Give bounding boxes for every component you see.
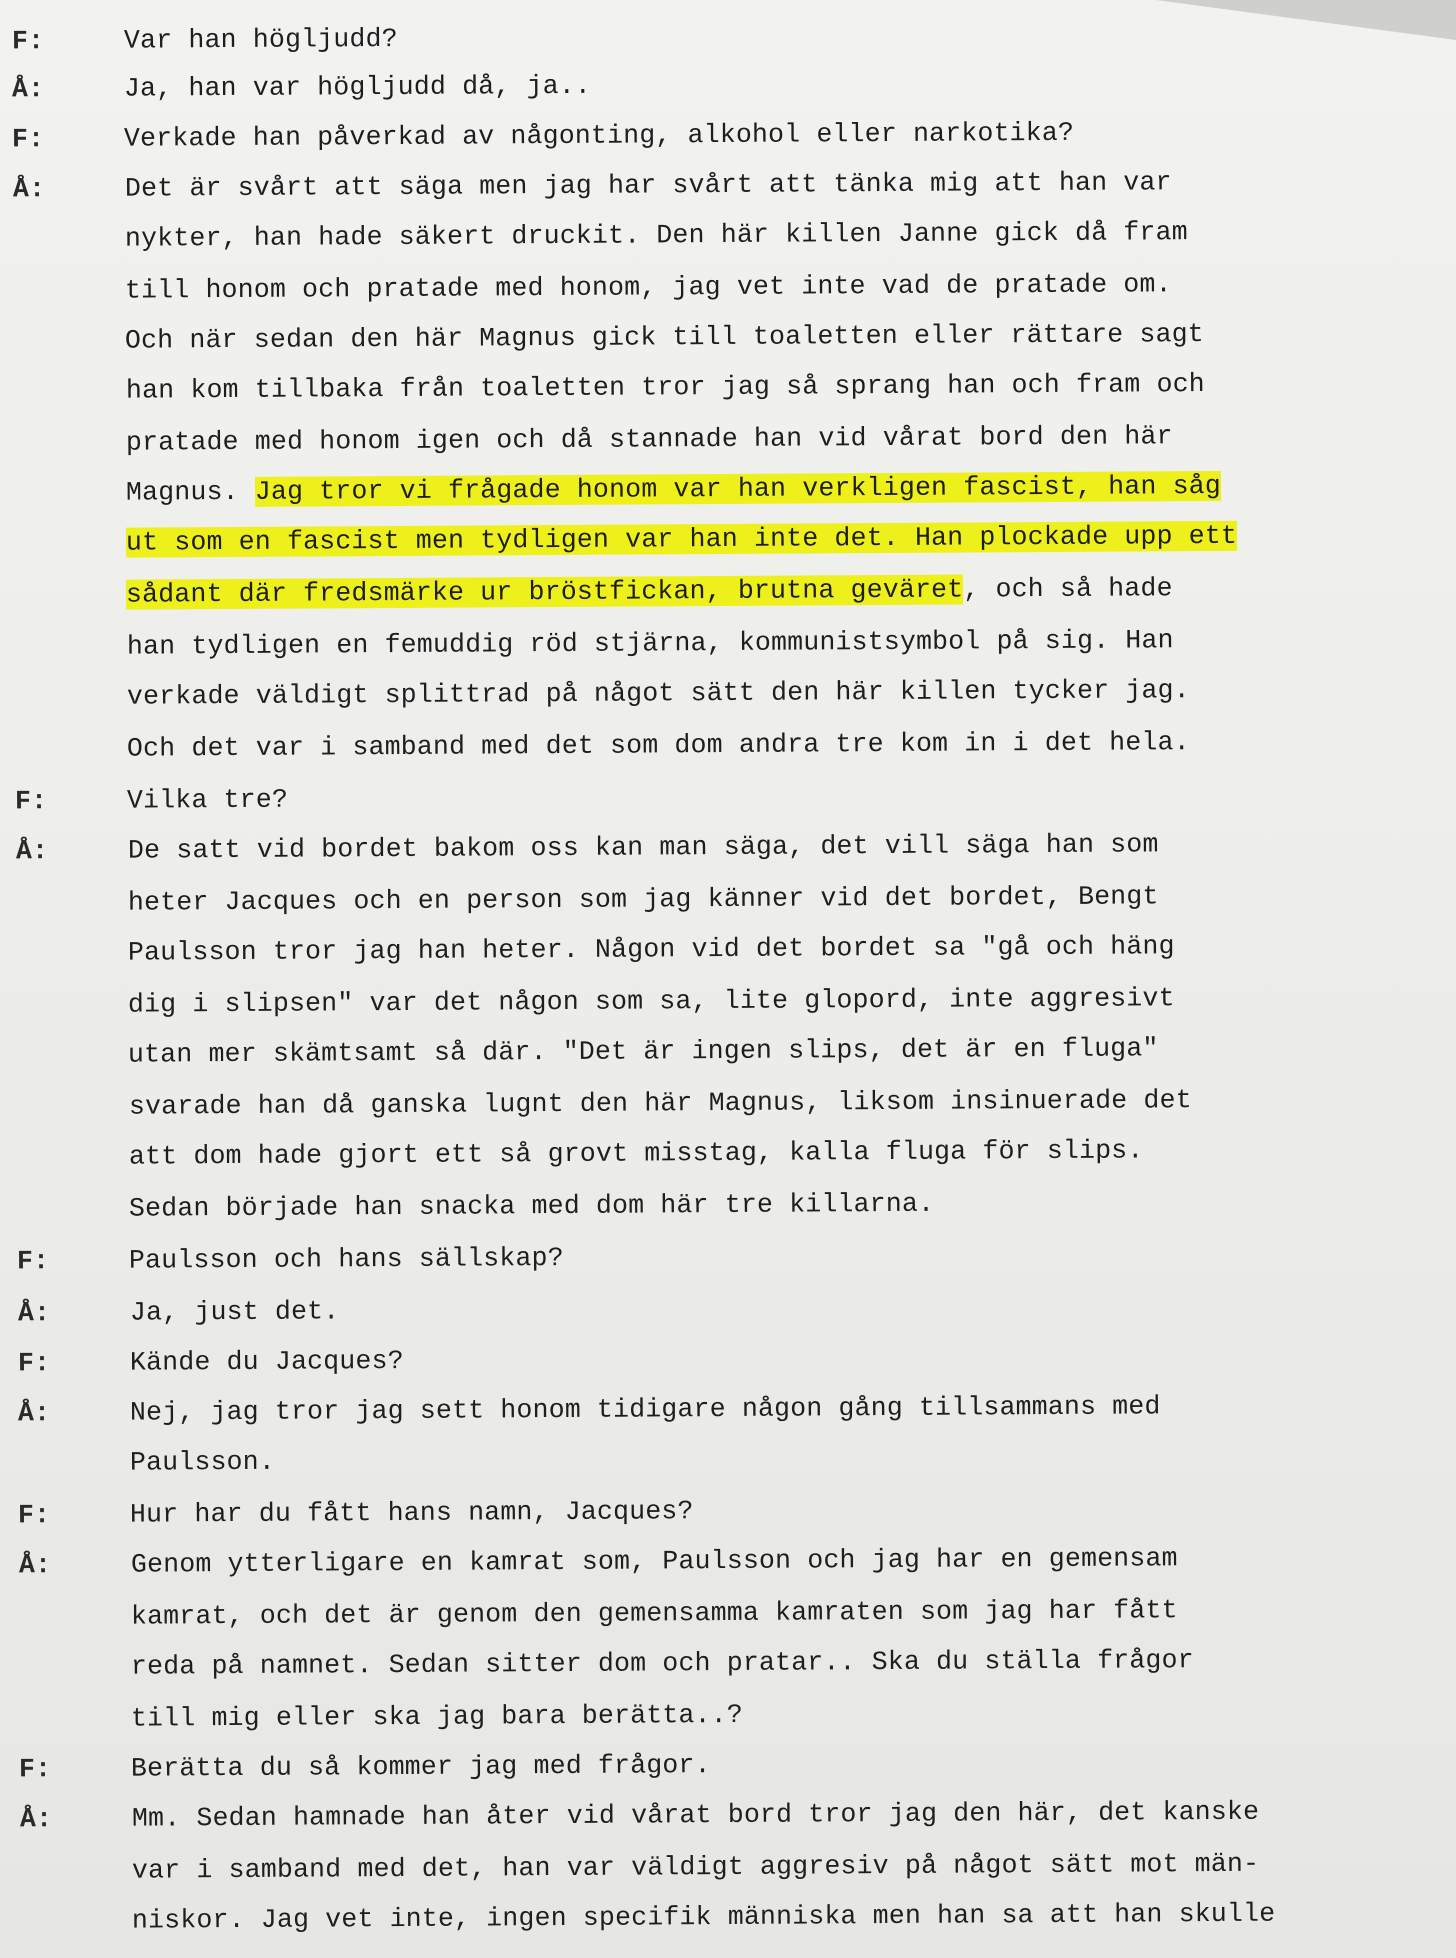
line-text [128, 973, 1175, 1029]
line-text [126, 411, 1173, 467]
line-text-plain: utan mer skämtsamt så där. "Det är ingen slips, det är en fluga" [128, 1033, 1160, 1070]
line-text [131, 1740, 711, 1794]
line-text [128, 1075, 1191, 1131]
line-text [130, 1336, 404, 1388]
transcript-line [6, 1380, 1446, 1439]
speaker-label: F: [12, 124, 45, 155]
transcript-line [5, 1280, 1445, 1339]
line-text [126, 615, 1173, 671]
line-text-plain: Paulsson och hans sällskap? [129, 1242, 565, 1276]
line-text-plain: Det är svårt att säga men jag har svårt att tänka mig att han var [124, 167, 1172, 204]
line-text-plain: nykter, han hade säkert druckit. Den här killen Janne gick då fram [124, 217, 1188, 254]
line-text-after: , och så hade [963, 573, 1174, 605]
line-text-plain: Genom ytterligare en kamrat som, Paulsson och jag har en gemensam [130, 1543, 1178, 1580]
transcript-line [1, 258, 1441, 317]
line-text-plain: dig i slipsen" var det någon som sa, lite glopord, inte aggresivt [128, 983, 1175, 1020]
speaker-label: Å: [12, 174, 45, 205]
line-text [125, 359, 1204, 416]
line-text [128, 871, 1159, 927]
transcript-line [1, 156, 1441, 215]
transcript-line [4, 870, 1444, 929]
line-text-plain: Verkade han påverkad av någonting, alkohol eller narkotika? [124, 117, 1075, 154]
highlighted-text: Jag tror vi frågade honom var han verkligen fascist, han såg [254, 470, 1222, 507]
line-text-plain: till honom och pratade med honom, jag vet inte vad de pratade om. [125, 269, 1172, 306]
line-text [128, 921, 1175, 977]
transcript-line [5, 1124, 1445, 1183]
line-text [131, 1585, 1178, 1641]
line-text [129, 1179, 934, 1234]
line-text-plain: var i samband med det, han var väldigt aggresiv på något sätt mot män- [131, 1848, 1260, 1886]
line-text-plain: niskor. Jag vet inte, ingen specifik människa men han sa att han skulle [132, 1898, 1276, 1936]
transcript-line [4, 972, 1444, 1031]
speaker-label: Å: [19, 1804, 53, 1835]
line-text [125, 207, 1188, 263]
line-text-plain: Mm. Sedan hamnade han åter vid vårat bord tror jag den här, det kanske [131, 1796, 1259, 1834]
line-text [132, 1787, 1259, 1844]
transcript-line [2, 614, 1442, 673]
line-text [126, 461, 1221, 518]
line-text [126, 511, 1237, 568]
line-text-plain: Var han högljudd? [123, 23, 398, 56]
line-text [129, 1233, 564, 1286]
line-text [127, 665, 1190, 721]
transcript-line [1, 206, 1441, 265]
line-text [132, 1889, 1276, 1946]
line-text [129, 1125, 1144, 1181]
line-text [127, 775, 288, 826]
line-text-plain: Berätta du så kommer jag med frågor. [131, 1750, 712, 1784]
transcript-line [6, 1330, 1446, 1389]
line-text-plain: pratade med honom igen och då stannade han vid vårat bord den här [125, 421, 1173, 458]
transcript-line [7, 1736, 1447, 1795]
transcript-line [8, 1786, 1448, 1845]
line-text-plain: Paulsson. [130, 1446, 276, 1478]
line-text-plain: han kom tillbaka från toaletten tror jag så sprang han och fram och [125, 369, 1205, 406]
line-text [124, 14, 398, 66]
line-text-plain: Och det var i samband med det som dom andra tre kom in i det hela. [126, 727, 1190, 764]
transcript-line [0, 106, 1440, 165]
transcript-line [8, 1838, 1448, 1897]
speaker-label: Å: [17, 1298, 50, 1329]
transcript-line [3, 818, 1443, 877]
transcript-line [5, 1176, 1445, 1235]
speaker-label: Å: [17, 1398, 51, 1429]
line-text [125, 309, 1204, 366]
speaker-label: Å: [15, 836, 48, 867]
transcript-line [5, 1228, 1445, 1287]
line-text-plain: kamrat, och det är genom den gemensamma kamraten som jag har fått [130, 1595, 1178, 1632]
speaker-label: F: [17, 1246, 50, 1277]
line-text-plain: Sedan började han snacka med dom här tre killarna. [128, 1188, 935, 1224]
transcript-line [2, 510, 1442, 569]
highlighted-text: sådant där fredsmärke ur bröstfickan, brutna geväret [126, 574, 964, 610]
line-text-plain: Ja, han var högljudd då, ja.. [124, 70, 592, 104]
line-text-plain: Paulsson tror jag han heter. Någon vid det bordet sa "gå och häng [127, 931, 1175, 968]
line-text [129, 1286, 339, 1337]
line-text [130, 1533, 1177, 1589]
line-text-plain: De satt vid bordet bakom oss kan man säga, det vill säga han som [127, 829, 1159, 866]
line-text-plain: verkade väldigt splittrad på något sätt den här killen tycker jag. [126, 675, 1190, 712]
transcript-line [4, 1074, 1444, 1133]
speaker-label: F: [11, 26, 45, 57]
line-text [130, 1486, 694, 1539]
line-text [132, 1839, 1259, 1896]
speaker-label: Å: [12, 74, 45, 105]
transcript-line [8, 1888, 1448, 1947]
transcript-line [6, 1430, 1446, 1489]
highlighted-text: ut som en fascist men tydligen var han inte det. Han plockade upp ett [126, 520, 1238, 558]
line-text [126, 563, 1173, 619]
transcript-line [1, 308, 1441, 367]
line-text [124, 61, 591, 114]
transcript-line [3, 664, 1443, 723]
line-text [127, 717, 1190, 773]
line-text [127, 819, 1158, 875]
line-text [124, 108, 1074, 164]
transcript-line [1, 358, 1441, 417]
line-text-plain: Och när sedan den här Magnus gick till toaletten eller rättare sagt [125, 319, 1205, 356]
transcript-line [2, 562, 1442, 621]
line-text-plain: Nej, jag tror jag sett honom tidigare någon gång tillsammans med [129, 1391, 1161, 1428]
transcript-line [3, 716, 1443, 775]
line-text [125, 157, 1172, 213]
transcript-line [7, 1634, 1447, 1693]
line-text-plain: att dom hade gjort ett så grovt misstag, kalla fluga för slips. [128, 1135, 1144, 1172]
speaker-label: F: [18, 1500, 51, 1531]
line-text-plain: Ja, just det. [129, 1296, 339, 1328]
line-text-plain: heter Jacques och en person som jag känner vid det bordet, Bengt [127, 881, 1159, 918]
line-text [130, 1437, 275, 1488]
line-text [125, 259, 1172, 315]
line-text-plain: reda på namnet. Sedan sitter dom och pratar.. Ska du ställa frågor [130, 1645, 1194, 1682]
speaker-label: F: [19, 1754, 52, 1785]
speaker-label: F: [15, 786, 48, 817]
line-text-plain: Magnus. [125, 476, 255, 508]
transcript-line [2, 410, 1442, 469]
transcript-line [0, 56, 1440, 115]
line-text [128, 1023, 1159, 1079]
line-text [131, 1635, 1194, 1691]
transcript-line [6, 1532, 1446, 1591]
transcript-line [4, 1022, 1444, 1081]
line-text-plain: Kände du Jacques? [129, 1345, 404, 1378]
line-text [130, 1381, 1161, 1437]
speaker-label: F: [17, 1348, 51, 1379]
transcript-line [3, 768, 1443, 827]
line-text-plain: Hur har du fått hans namn, Jacques? [130, 1496, 695, 1530]
speaker-label: Å: [18, 1550, 51, 1581]
transcript-line [2, 460, 1442, 519]
transcript-line [7, 1584, 1447, 1643]
line-text-plain: svarade han då ganska lugnt den här Magnus, liksom insinuerade det [128, 1085, 1192, 1122]
transcript-line [4, 920, 1444, 979]
line-text-plain: till mig eller ska jag bara berätta..? [131, 1699, 744, 1734]
line-text-plain: Vilka tre? [127, 784, 289, 816]
transcript-line [7, 1686, 1447, 1745]
line-text-plain: han tydligen en femuddig röd stjärna, kommunistsymbol på sig. Han [126, 625, 1174, 662]
line-text [131, 1690, 743, 1744]
transcript-line [6, 1482, 1446, 1541]
